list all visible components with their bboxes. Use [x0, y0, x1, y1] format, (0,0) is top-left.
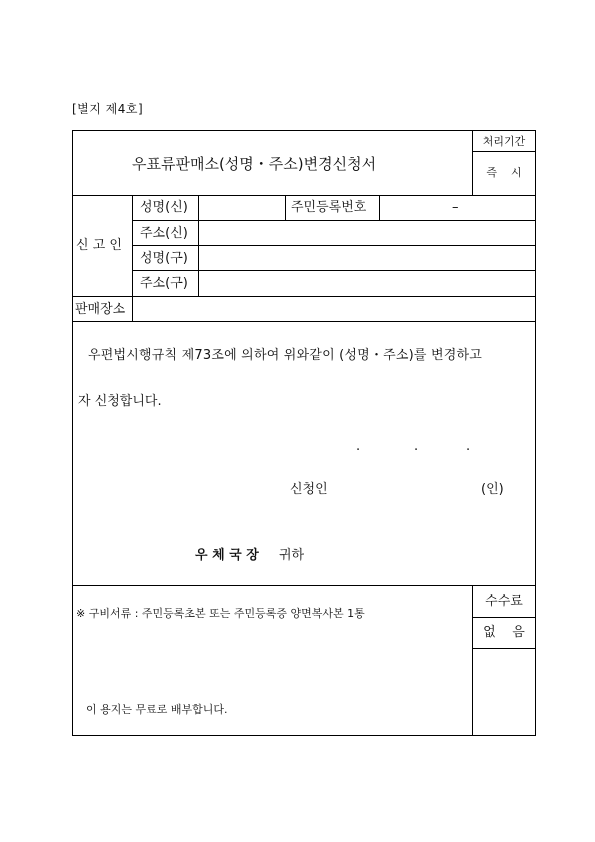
recipient-label: 우 체 국 장 — [195, 548, 259, 563]
divider-name-col — [285, 195, 286, 220]
applicant-group-label: 신 고 인 — [76, 238, 122, 253]
divider-row1 — [132, 220, 536, 221]
divider-row2 — [132, 245, 536, 246]
processing-period-value: 즉 시 — [486, 166, 522, 179]
request-text-line2: 자 신청합니다. — [78, 394, 162, 409]
date-dot-day: . — [466, 439, 471, 454]
divider-row3 — [132, 270, 536, 271]
divider-sale-place — [72, 321, 536, 322]
divider-fee — [472, 617, 536, 618]
fee-label: 수수료 — [485, 594, 523, 609]
form-number: [별지 제4호] — [72, 102, 144, 116]
divider-label-col — [132, 195, 133, 321]
name-old-label: 성명(구) — [140, 251, 188, 266]
required-documents-note: ※ 구비서류 : 주민등록초본 또는 주민등록증 양면복사본 1통 — [76, 607, 365, 620]
date-dot-year: . — [356, 439, 361, 454]
applicant-signature-label: 신청인 — [290, 482, 328, 497]
honorific-label: 귀하 — [279, 548, 305, 563]
divider-resident-col — [379, 195, 380, 220]
divider-applicant — [72, 296, 536, 297]
address-new-label: 주소(신) — [140, 226, 188, 241]
divider-title — [72, 195, 536, 196]
free-distribution-note: 이 용지는 무료로 배부합니다. — [86, 703, 228, 716]
request-text-line1: 우편법시행규칙 제73조에 의하여 위와같이 (성명・주소)를 변경하고 — [88, 348, 483, 363]
form-title: 우표류판매소(성명・주소)변경신청서 — [132, 155, 377, 173]
divider-body — [72, 585, 536, 586]
address-old-label: 주소(구) — [140, 276, 188, 291]
fee-value: 없 음 — [483, 625, 525, 640]
divider-field-col — [198, 195, 199, 296]
date-dot-month: . — [414, 439, 419, 454]
seal-label: (인) — [481, 482, 504, 497]
resident-number-dash: – — [452, 200, 459, 215]
divider-processing — [472, 151, 536, 152]
name-new-label: 성명(신) — [140, 200, 188, 215]
processing-period-label: 처리기간 — [482, 135, 526, 148]
sale-place-label: 판매장소 — [75, 302, 126, 317]
divider-fee-value — [472, 648, 536, 649]
resident-number-label: 주민등록번호 — [291, 200, 367, 215]
